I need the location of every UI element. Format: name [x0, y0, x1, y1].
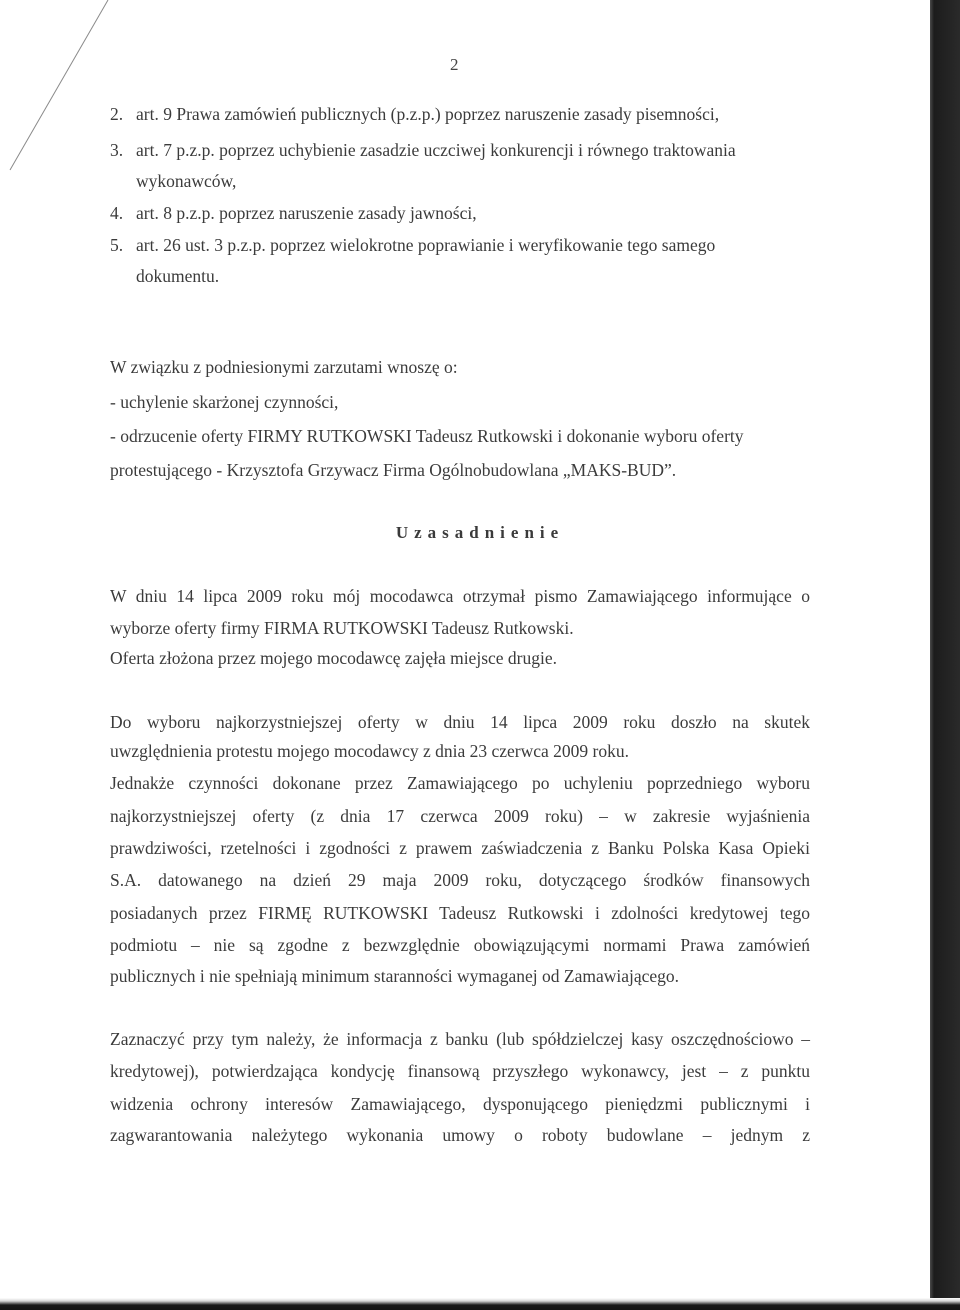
requests-intro: W związku z podniesionymi zarzutami wnoszę o: — [110, 357, 458, 377]
list-number: 2. — [110, 104, 124, 124]
list-item — [110, 140, 810, 161]
paragraph-line: W dniu 14 lipca 2009 roku mój mocodawca otrzymał pismo Zamawiającego informujące o — [110, 586, 810, 606]
list-text: art. 9 Prawa zamówień publicznych (p.z.p.) poprzez naruszenie zasady pisemności, — [136, 104, 720, 124]
list-item — [110, 266, 810, 287]
list-item — [110, 104, 810, 125]
page-number: 2 — [450, 55, 459, 74]
list-item — [110, 203, 810, 224]
list-text: art. 8 p.z.p. poprzez naruszenie zasady jawności, — [136, 203, 477, 223]
paragraph-line: S.A. datowanego na dzień 29 maja 2009 roku, dotyczącego środków finansowych — [110, 870, 810, 890]
scan-edge-bottom — [0, 1298, 960, 1310]
paragraph-line: podmiotu – nie są zgodne z bezwzględnie obowiązującymi normami Prawa zamówień — [110, 935, 810, 955]
list-item — [110, 235, 810, 256]
request-item-continued: protestującego - Krzysztofa Grzywacz Firma Ogólnobudowlana „MAKS-BUD”. — [110, 460, 677, 480]
list-number: 5. — [110, 235, 124, 255]
list-item — [110, 171, 810, 192]
scan-edge-right — [930, 0, 960, 1310]
paragraph-line: widzenia ochrony interesów Zamawiającego, dysponującego pieniędzmi publicznymi i — [110, 1094, 810, 1114]
list-text: art. 26 ust. 3 p.z.p. poprzez wielokrotne poprawianie i weryfikowanie tego samego — [136, 235, 716, 255]
request-item: - odrzucenie oferty FIRMY RUTKOWSKI Tadeusz Rutkowski i dokonanie wyboru oferty — [110, 426, 744, 446]
list-number: 4. — [110, 203, 124, 223]
section-heading: Uzasadnienie — [395, 523, 565, 542]
list-text: art. 7 p.z.p. poprzez uchybienie zasadzie uczciwej konkurencji i równego traktowania — [136, 140, 736, 160]
paragraph-line: prawdziwości, rzetelności i zgodności z prawem zaświadczenia z Banku Polska Kasa Opieki — [110, 838, 810, 858]
paragraph-line: najkorzystniejszej oferty (z dnia 17 czerwca 2009 roku) – w zakresie wyjaśnienia — [110, 806, 810, 826]
list-text: wykonawców, — [136, 171, 237, 191]
paragraph-line: Zaznaczyć przy tym należy, że informacja z banku (lub spółdzielczej kasy oszczędnościowo – — [110, 1029, 810, 1049]
list-text: dokumentu. — [136, 266, 220, 286]
paragraph-line: uwzględnienia protestu mojego mocodawcy z dnia 23 czerwca 2009 roku. — [110, 741, 629, 761]
paragraph-line: publicznych i nie spełniają minimum staranności wymaganej od Zamawiającego. — [110, 966, 680, 986]
paragraph-line: wyborze oferty firmy FIRMA RUTKOWSKI Tadeusz Rutkowski. — [110, 618, 574, 638]
list-number: 3. — [110, 140, 124, 160]
paragraph-line: posiadanych przez FIRMĘ RUTKOWSKI Tadeusz Rutkowski i zdolności kredytowej tego — [110, 903, 810, 923]
paragraph-line: zagwarantowania należytego wykonania umowy o roboty budowlane – jednym z — [110, 1125, 810, 1145]
paragraph-line: Jednakże czynności dokonane przez Zamawiającego po uchyleniu poprzedniego wyboru — [110, 773, 810, 793]
paragraph-line: Do wyboru najkorzystniejszej oferty w dniu 14 lipca 2009 roku doszło na skutek — [110, 712, 810, 732]
paragraph-line: Oferta złożona przez mojego mocodawcę zajęła miejsce drugie. — [110, 648, 557, 668]
paragraph-line: kredytowej), potwierdzająca kondycję finansową przyszłego wykonawcy, jest – z punktu — [110, 1061, 810, 1081]
request-item: - uchylenie skarżonej czynności, — [110, 392, 339, 412]
